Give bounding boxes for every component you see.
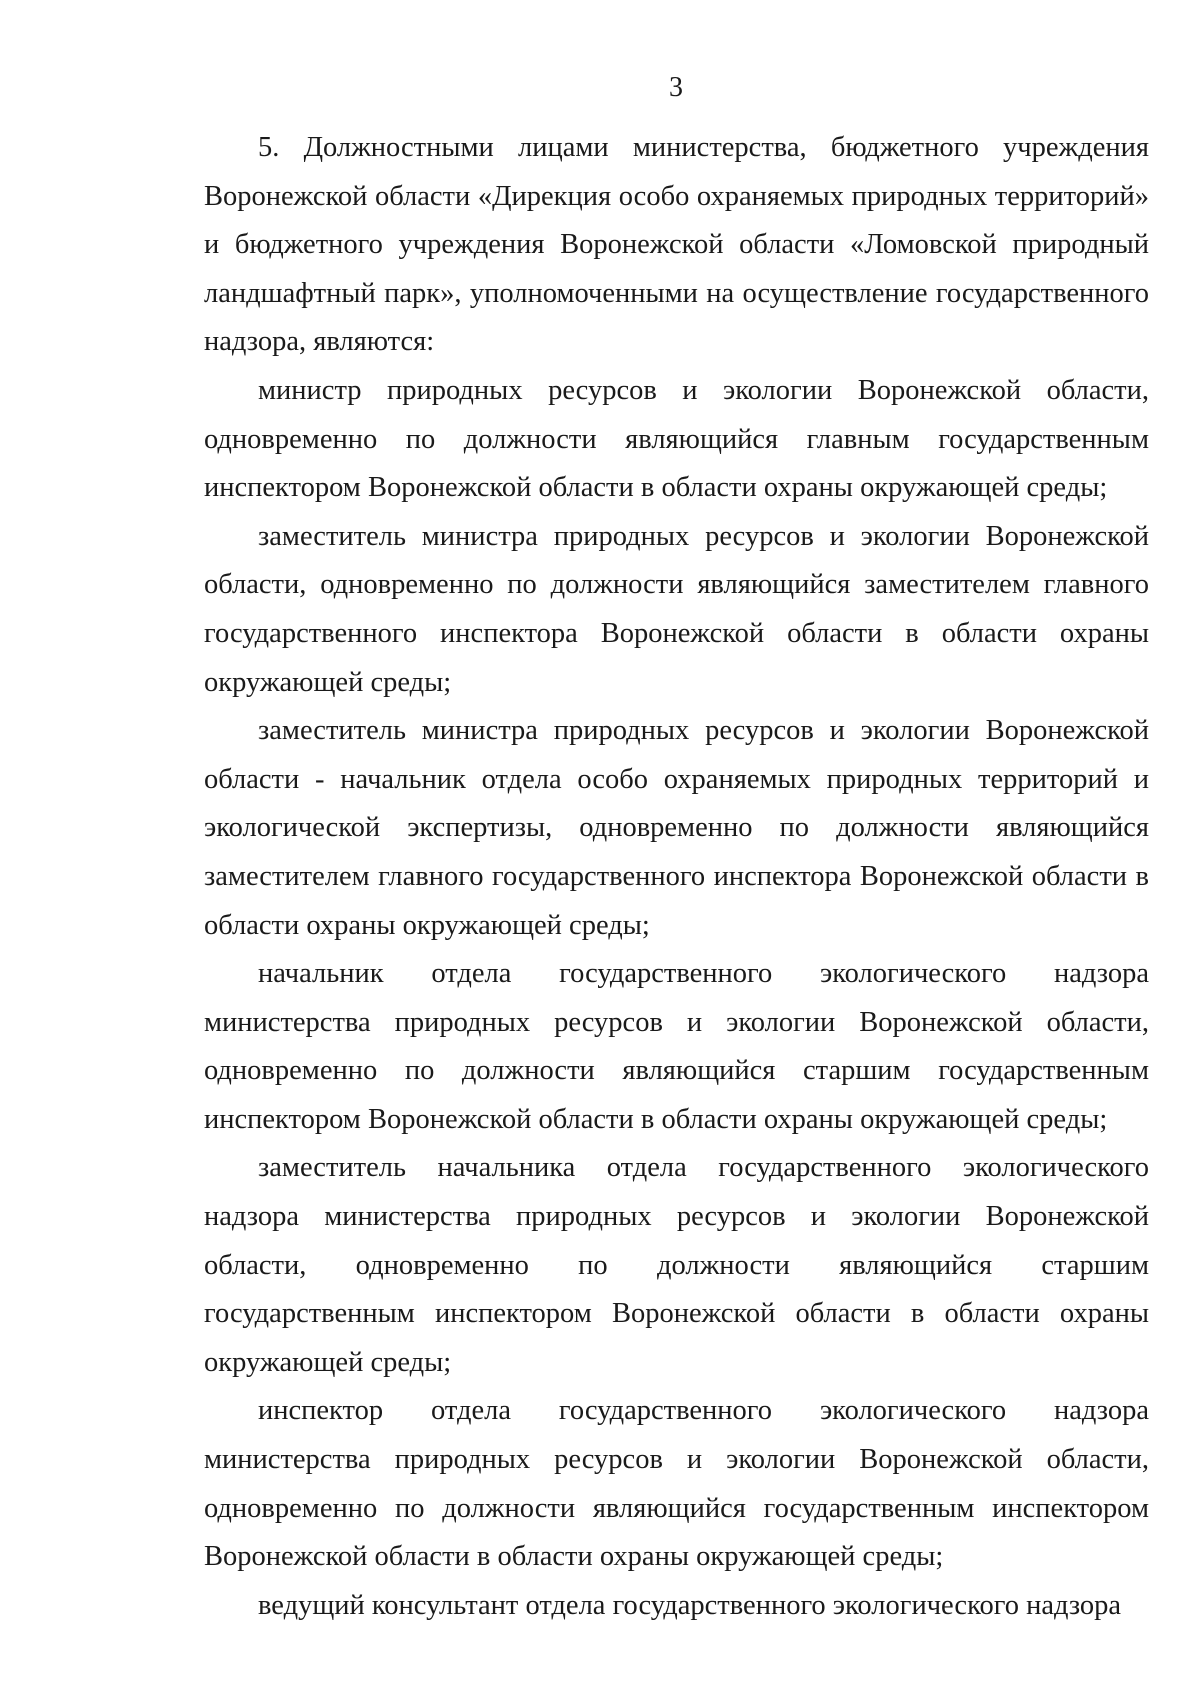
paragraph-minister: министр природных ресурсов и экологии Воронежской области, одновременно по должности являющийся главным государственным инспектором Воронежской области в области охраны окружающей среды; bbox=[204, 374, 1149, 504]
paragraph-deputy-minister: заместитель министра природных ресурсов и экологии Воронежской области, одновременно по должности являющийся заместителем главного государственного инспектора Воронежской области в области охраны окружающей среды; bbox=[204, 520, 1149, 698]
document-body bbox=[204, 124, 1149, 1630]
paragraph-head-of-supervision-department: начальник отдела государственного экологического надзора министерства природных ресурсов и экологии Воронежской области, одновременно по должности являющийся старшим государственным инспектором Воронежской области в области охраны окружающей среды; bbox=[204, 958, 1149, 1135]
page-number: 3 bbox=[669, 72, 683, 103]
paragraph-deputy-head-of-supervision-department: заместитель начальника отдела государственного экологического надзора министерства природных ресурсов и экологии Воронежской области, одновременно по должности являющийся старшим государственным инспектором Воронежской области в области охраны окружающей среды; bbox=[204, 1152, 1149, 1378]
paragraph-officials-intro: 5. Должностными лицами министерства, бюджетного учреждения Воронежской области «Дирекция особо охраняемых природных территорий» и бюджетного учреждения Воронежской области «Ломовской природный ландшафтный парк», уполномоченными на осуществление государственного надзора, являются: bbox=[204, 132, 1149, 358]
paragraph-deputy-minister-head-of-department: заместитель министра природных ресурсов и экологии Воронежской области - начальник отдела особо охраняемых природных территорий и экологической экспертизы, одновременно по должности являющийся заместителем главного государственного инспектора Воронежской области в области охраны окружающей среды; bbox=[204, 715, 1149, 941]
paragraph-inspector: инспектор отдела государственного экологического надзора министерства природных ресурсов и экологии Воронежской области, одновременно по должности являющийся государственным инспектором Воронежской области в области охраны окружающей среды; bbox=[204, 1395, 1149, 1573]
paragraph-leading-consultant: ведущий консультант отдела государственного экологического надзора bbox=[258, 1589, 1122, 1621]
